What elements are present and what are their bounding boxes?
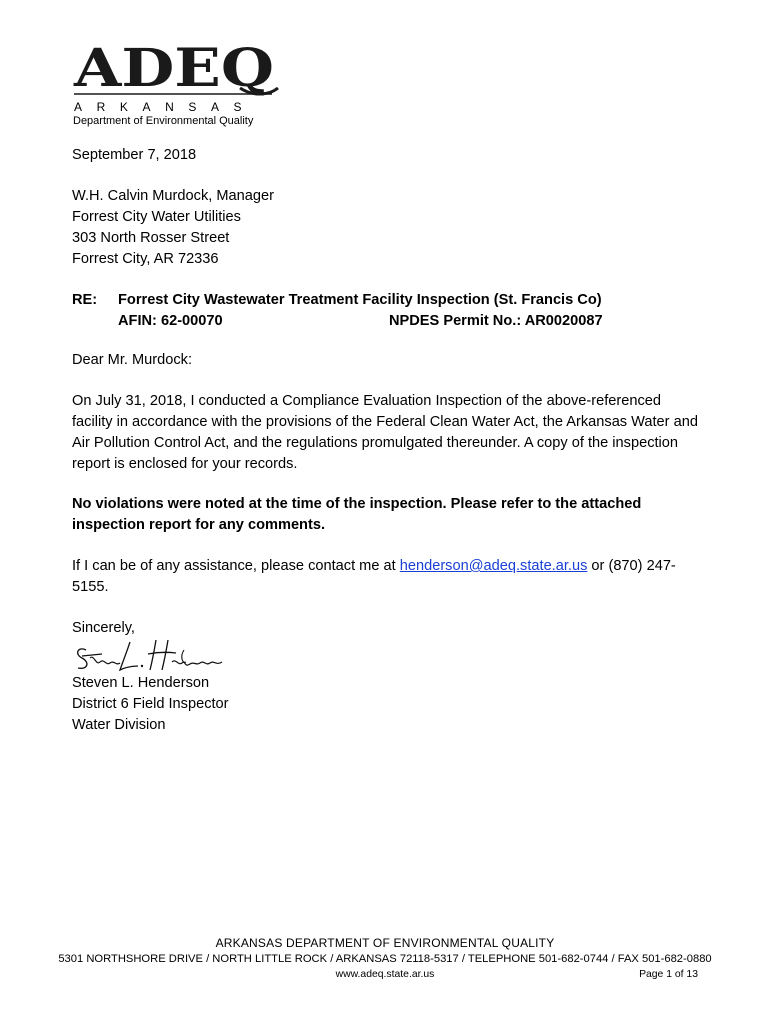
footer-address: 5301 NORTHSHORE DRIVE / NORTH LITTLE ROCK / ARKANSAS 72118-5317 / TELEPHONE 501-682-0744 / FAX 501-682-0880 [58,953,712,965]
salutation: Dear Mr. Murdock: [72,352,193,368]
signer-division: Water Division [72,717,166,733]
contact-email-link[interactable]: henderson@adeq.state.ar.us [399,558,588,574]
recipient-street: 303 North Rosser Street [72,230,230,246]
footer-website[interactable]: www.adeq.state.ar.us [335,969,435,980]
recipient-organization: Forrest City Water Utilities [72,209,241,225]
recipient-city: Forrest City, AR 72336 [72,251,219,267]
letter-date: September 7, 2018 [72,147,197,163]
contact-text-after: or (870) 247-5155. [72,558,676,595]
logo-wordmark: ADEQ [72,42,275,99]
recipient-name: W.H. Calvin Murdock, Manager [72,188,274,204]
subject-title: Forrest City Wastewater Treatment Facility Inspection (St. Francis Co) [118,292,602,308]
logo-department-name: Department of Environmental Quality [73,115,254,127]
page-number: Page 1 of 13 [639,969,698,980]
body-paragraph-contact [72,556,702,598]
footer-organization: ARKANSAS DEPARTMENT OF ENVIRONMENTAL QUALITY [215,936,555,950]
body-paragraph-no-violations: No violations were noted at the time of the inspection. Please refer to the attached inspection report for any comments. [72,496,642,533]
closing: Sincerely, [72,620,135,636]
subject-npdes-permit: NPDES Permit No.: AR0020087 [389,313,603,329]
logo-state-name: ARKANSAS [74,100,257,114]
adeq-logo-mark [72,42,282,100]
adeq-logo [72,42,282,127]
subject-afin: AFIN: 62-00070 [118,313,223,329]
signer-name: Steven L. Henderson [72,675,210,691]
signer-title: District 6 Field Inspector [72,696,229,712]
subject-label: RE: [72,292,98,308]
body-paragraph-inspection: On July 31, 2018, I conducted a Compliance Evaluation Inspection of the above-referenced facility in accordance with the provisions of the Federal Clean Water Act, the Arkansas Water and Air Pollution Control Act, and the regulations promulgated thereunder. A copy of the inspection report is enclosed for your records. [72,393,698,472]
contact-text-before: If I can be of any assistance, please contact me at [72,558,400,574]
